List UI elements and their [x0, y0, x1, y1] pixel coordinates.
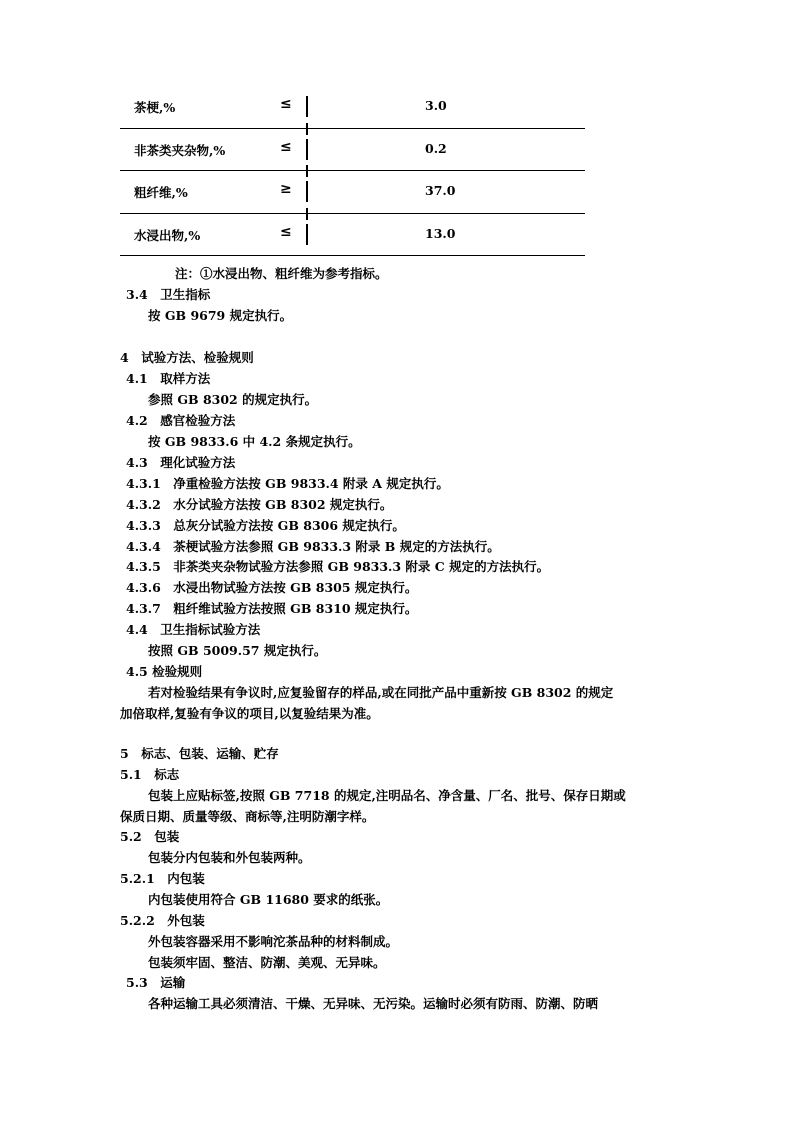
table-row [120, 214, 585, 257]
section-heading: 4.5 检验规则 [126, 664, 203, 679]
table-note: 注：①水浸出物、粗纤维为参考指标。 [175, 266, 388, 281]
section-heading: 4.4 卫生指标试验方法 [126, 622, 261, 637]
table-row [120, 129, 585, 172]
indicator-value: 37.0 [425, 183, 456, 198]
chapter-heading: 4 试验方法、检验规则 [120, 350, 254, 365]
section-heading: 4.3 理化试验方法 [126, 455, 236, 470]
body-text: 参照 GB 8302 的规定执行。 [148, 392, 318, 407]
body-text: 保质日期、质量等级、商标等,注明防潮字样。 [120, 809, 375, 824]
subsection-line: 4.3.3 总灰分试验方法按 GB 8306 规定执行。 [126, 518, 405, 533]
section-heading: 4.1 取样方法 [126, 371, 211, 386]
subsection-line: 4.3.6 水浸出物试验方法按 GB 8305 规定执行。 [126, 580, 418, 595]
body-text: 包装分内包装和外包装两种。 [148, 850, 311, 865]
column-divider [306, 224, 308, 245]
subsection-line: 4.3.2 水分试验方法按 GB 8302 规定执行。 [126, 497, 393, 512]
body-text: 若对检验结果有争议时,应复验留存的样品,或在同批产品中重新按 GB 8302 的规定 [148, 685, 614, 700]
subsection-line: 4.3.4 茶梗试验方法参照 GB 9833.3 附录 B 规定的方法执行。 [126, 539, 500, 554]
column-divider [306, 139, 308, 160]
section-heading: 5.2.1 内包装 [120, 871, 205, 886]
chapter-heading: 5 标志、包装、运输、贮存 [120, 746, 279, 761]
section-heading: 5.2.2 外包装 [120, 913, 205, 928]
comparison-operator: ≤ [280, 223, 292, 240]
section-heading: 3.4 卫生指标 [126, 287, 211, 302]
indicator-name: 粗纤维,% [134, 185, 188, 200]
indicator-value: 13.0 [425, 225, 456, 241]
body-text: 各种运输工具必须清洁、干燥、无异味、无污染。运输时必须有防雨、防潮、防晒 [148, 996, 599, 1011]
comparison-operator: ≤ [280, 138, 292, 155]
table-row [120, 86, 585, 129]
section-heading: 5.3 运输 [126, 975, 186, 990]
indicator-name: 非茶类夹杂物,% [134, 142, 226, 158]
body-text: 包装上应贴标签,按照 GB 7718 的规定,注明品名、净含量、厂名、批号、保存日期或 [148, 788, 626, 803]
subsection-line: 4.3.5 非茶类夹杂物试验方法参照 GB 9833.3 附录 C 规定的方法执行。 [126, 559, 550, 574]
body-text: 外包装容器采用不影响沱茶品种的材料制成。 [148, 934, 399, 949]
body-text: 加倍取样,复验有争议的项目,以复验结果为准。 [120, 706, 379, 721]
indicator-table [120, 86, 585, 256]
body-text: 内包装使用符合 GB 11680 要求的纸张。 [148, 892, 389, 907]
body-text: 按照 GB 5009.57 规定执行。 [148, 643, 327, 658]
column-divider [306, 181, 308, 202]
comparison-operator: ≤ [280, 96, 292, 112]
subsection-line: 4.3.1 净重检验方法按 GB 9833.4 附录 A 规定执行。 [126, 476, 449, 491]
table-row [120, 171, 585, 214]
subsection-line: 4.3.7 粗纤维试验方法按照 GB 8310 规定执行。 [126, 601, 418, 616]
indicator-name: 水浸出物,% [134, 227, 201, 243]
indicator-value: 0.2 [425, 140, 447, 156]
section-heading: 5.1 标志 [120, 767, 180, 782]
section-heading: 5.2 包装 [120, 829, 180, 844]
column-divider [306, 96, 308, 117]
indicator-name: 茶梗,% [134, 100, 176, 115]
comparison-operator: ≥ [280, 181, 292, 197]
body-text: 按 GB 9679 规定执行。 [148, 308, 293, 323]
body-text: 包装须牢固、整洁、防潮、美观、无异味。 [148, 955, 386, 970]
body-text: 按 GB 9833.6 中 4.2 条规定执行。 [148, 434, 361, 449]
indicator-value: 3.0 [425, 98, 447, 113]
section-heading: 4.2 感官检验方法 [126, 413, 236, 428]
